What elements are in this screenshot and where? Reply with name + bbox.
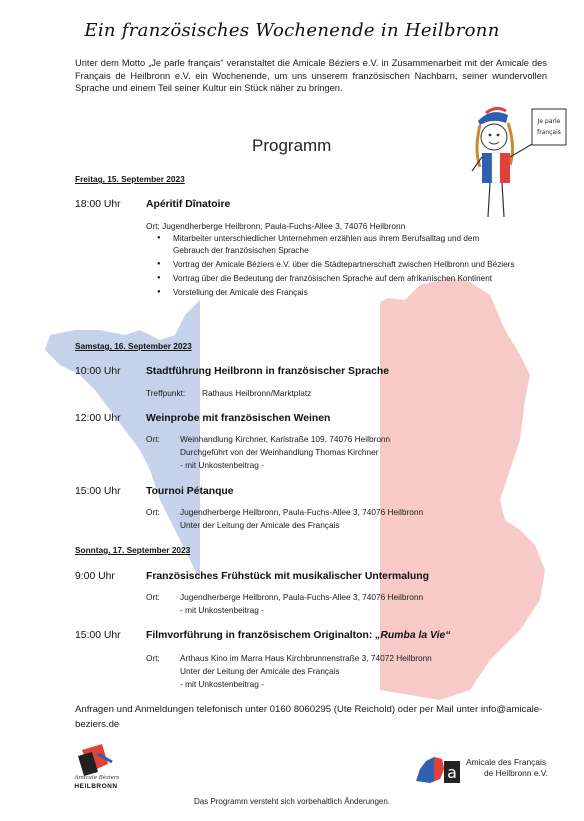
event-label: Ort: bbox=[146, 434, 160, 444]
logo-left-script: Amicale Béziers bbox=[74, 775, 120, 781]
event-label: Ort: bbox=[146, 507, 160, 517]
intro-paragraph: Unter dem Motto „Je parle français“ veranstaltet die Amicale Béziers e.V. in Zusammenarbeit mit der Amicale des Français de Heilbronn e.V. ein Wochenende, um uns unserem französischen Nachbarn, seiner wundervollen Sprache und einem Teil seiner Kultur ein Stück näher zu bringen. bbox=[75, 58, 547, 94]
disclaimer: Das Programm versteht sich vorbehaltlich Änderungen. bbox=[193, 797, 391, 806]
event-time: 10:00 Uhr bbox=[75, 366, 121, 377]
list-item: ● Vortrag über die Bedeutung der französischen Sprache auf dem afrikanischen Kontinent bbox=[157, 273, 517, 285]
event-time: 15:00 Uhr bbox=[75, 630, 121, 641]
event-title: Stadtführung Heilbronn in französischer Sprache bbox=[146, 366, 390, 377]
event-detail-line: Jugendherberge Heilbronn, Paula-Fuchs-Allee 3, 74076 Heilbronn bbox=[180, 507, 424, 517]
event-detail-line: Jugendherberge Heilbronn, Paula-Fuchs-Allee 3, 74076 Heilbronn bbox=[180, 592, 424, 602]
flyer-title: Ein französisches Wochenende in Heilbronn bbox=[84, 20, 500, 41]
logo-amicale-des-francais-icon bbox=[414, 751, 462, 787]
event-detail-line: - mit Unkostenbeitrag - bbox=[180, 460, 264, 470]
friday-bullet-list bbox=[157, 233, 517, 301]
event-title: Tournoi Pétanque bbox=[146, 486, 234, 497]
event-location: Ort: Jugendherberge Heilbronn, Paula-Fuchs-Allee 3, 74076 Heilbronn bbox=[146, 221, 406, 231]
logo-right-line1: Amicale des Français bbox=[466, 757, 547, 767]
event-time: 9:00 Uhr bbox=[75, 571, 115, 582]
event-detail-line: - mit Unkostenbeitrag - bbox=[180, 679, 264, 689]
event-detail-line: Unter der Leitung der Amicale des Français bbox=[180, 666, 340, 676]
day-heading-sunday: Sonntag, 17. September 2023 bbox=[75, 545, 191, 555]
list-item: ● Mitarbeiter unterschiedlicher Unternehmen erzählen aus ihrem Berufsalltag und dem Gebrauch der französischen Sprache bbox=[157, 233, 517, 256]
mascot-illustration bbox=[466, 105, 571, 230]
mascot-sign-line1: Je parle bbox=[537, 118, 561, 125]
event-time: 15:00 Uhr bbox=[75, 486, 121, 497]
logo-right-line2: de Heilbronn e.V. bbox=[484, 768, 548, 778]
mascot-sign-line2: français bbox=[537, 129, 561, 136]
event-time: 12:00 Uhr bbox=[75, 413, 121, 424]
event-label: Treffpunkt: bbox=[146, 388, 186, 398]
event-title: Französisches Frühstück mit musikalischer Untermalung bbox=[146, 571, 429, 582]
event-detail-line: Weinhandlung Kirchner, Karlstraße 109, 74076 Heilbronn bbox=[180, 434, 391, 444]
event-title: Apéritif Dînatoire bbox=[146, 199, 231, 210]
list-item: ● Vorstellung der Amicale des Français bbox=[157, 287, 517, 299]
film-title: „Rumba la Vie“ bbox=[375, 630, 451, 641]
event-title bbox=[146, 630, 450, 641]
event-title-prefix: Filmvorführung in französischem Originalton: bbox=[146, 630, 376, 641]
event-detail-line: - mit Unkostenbeitrag - bbox=[180, 605, 264, 615]
event-title: Weinprobe mit französischen Weinen bbox=[146, 413, 331, 424]
svg-text:a: a bbox=[447, 763, 457, 782]
event-detail-line: Unter der Leitung der Amicale des Français bbox=[180, 520, 340, 530]
contact-info: Anfragen und Anmeldungen telefonisch unter 0160 8060295 (Ute Reichold) oder per Mail unter info@amicale-beziers.de bbox=[75, 704, 543, 730]
list-item: ● Vortrag der Amicale Béziers e.V. über die Städtepartnerschaft zwischen Heilbronn und Béziers bbox=[157, 259, 517, 271]
event-detail-line: Rathaus Heilbronn/Marktplatz bbox=[202, 388, 312, 398]
event-detail-line: Durchgeführt von der Weinhandlung Thomas Kirchner bbox=[180, 447, 379, 457]
event-time: 18:00 Uhr bbox=[75, 199, 121, 210]
event-detail-line: Arthaus Kino im Marra Haus Kirchbrunnenstraße 3, 74072 Heilbronn bbox=[180, 653, 432, 663]
day-heading-saturday: Samstag, 16. September 2023 bbox=[75, 341, 192, 351]
logo-amicale-beziers bbox=[68, 742, 124, 796]
event-label: Ort: bbox=[146, 592, 160, 602]
programm-heading: Programm bbox=[252, 136, 332, 155]
event-label: Ort: bbox=[146, 653, 160, 663]
logo-left-word: HEILBRONN bbox=[74, 783, 118, 790]
day-heading-friday: Freitag, 15. September 2023 bbox=[75, 174, 185, 184]
